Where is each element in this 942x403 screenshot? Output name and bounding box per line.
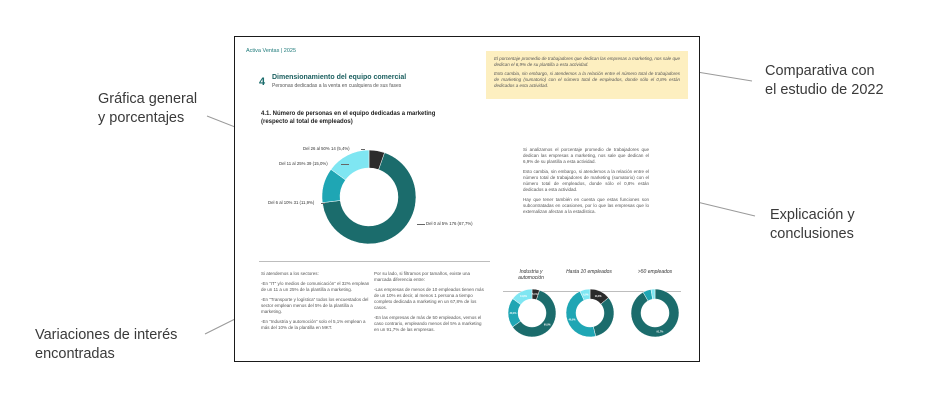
leader-comparativa	[691, 71, 752, 81]
comparison-note-p1: El porcentaje promedio de trabajadores que dedican las empresas a marketing, nos sale que dedican el 6,9% de su plantilla a esta actividad.	[494, 56, 680, 67]
sizes-text	[374, 271, 484, 337]
main-label-26-50-val: 14 (5,4%)	[330, 146, 350, 151]
callout-grafica-line2: y porcentajes	[98, 110, 185, 126]
mini-hasta10-slice-label-3: 14,0%	[594, 294, 602, 298]
mini-hasta10-slice-label-1: 46,9%	[568, 318, 576, 322]
subsection-title-line2: (respecto al total de empleados)	[261, 118, 353, 125]
main-label-11-25	[279, 161, 328, 166]
main-label-6-10-cat: Del 6 al 10%	[268, 200, 293, 205]
main-label-11-25-cat: Del 11 al 25%	[279, 161, 306, 166]
main-label-0-5-cat: Del 0 al 5%	[426, 221, 448, 226]
callout-explicacion-line2: conclusiones	[770, 226, 854, 242]
mini-donut-hasta10	[565, 288, 615, 338]
callout-variaciones-line1: Variaciones de interés	[35, 327, 178, 343]
mini-title-industria	[511, 269, 551, 281]
mini-title-mas50	[627, 269, 683, 275]
mini-donut-industria	[507, 288, 557, 338]
mini-hasta10-slice-label-2: 6,9%	[583, 293, 589, 297]
mini-industria-slice-label-0: 60,0%	[543, 323, 551, 327]
explanation-p2: Esto cambia, sin embargo, si atendemos a la relación entre el número total de trabajadores de marketing (sumatorio) con el número total de empleados, donde sólo el 0,8% están dedicados a esta actividad.	[523, 169, 649, 192]
main-label-26-50	[303, 146, 350, 151]
main-label-11-25-val: 39 (15,0%)	[306, 161, 328, 166]
main-donut-chart	[321, 149, 417, 245]
comparison-note-p2: Esto cambia, sin embargo, si atendemos a la relación entre el número total de trabajadores de marketing (sumatorio) con el número total de empleados, donde sólo el 0,8% están dedicados a esta actividad.	[494, 71, 680, 88]
main-label-6-10-val: 31 (11,9%)	[293, 200, 315, 205]
mini-hasta10-slice-0	[593, 298, 614, 337]
label-leader	[341, 164, 349, 165]
mini-donut-mas50	[630, 288, 680, 338]
mini-industria-slice-label-3: 5,1%	[532, 293, 538, 297]
callout-grafica-line1: Gráfica general	[98, 91, 198, 107]
section-divider	[259, 261, 490, 262]
mini-title-mas50-l1: >50 empleados	[637, 269, 673, 275]
section-number: 4	[259, 76, 266, 88]
sizes-intro: Por su lado, si filtramos por tamaños, existe una marcada diferencia entre:	[374, 271, 471, 282]
main-label-6-10	[268, 200, 314, 205]
mini-industria-slice-label-1: 20,1%	[509, 311, 517, 315]
sectors-text	[261, 271, 371, 335]
mini-industria-slice-label-2: 14,8%	[520, 295, 527, 299]
callout-comparativa-line1: Comparativa con	[765, 63, 875, 79]
main-label-0-5	[426, 221, 473, 226]
subsection-title-line1: 4.1. Número de personas en el equipo dedicadas a marketing	[261, 111, 436, 117]
callout-variaciones-line2: encontradas	[35, 346, 115, 362]
mini-title-industria-l1: Industria y	[519, 269, 543, 275]
subsection-title	[261, 111, 481, 126]
main-label-0-5-val: 176 (67,7%)	[449, 221, 473, 226]
sectors-industria: -En “Industria y automoción” solo el 5,1% emplean a más del 10% de la plantilla en MKT.	[261, 319, 366, 330]
mini-title-hasta10	[561, 269, 617, 275]
sectors-transporte: -En “Transporte y logística” todos los encuestados del sector emplean menos del 5% de la plantilla a marketing.	[261, 297, 369, 314]
mini-title-industria-l2: automoción	[518, 275, 544, 281]
label-leader	[361, 149, 365, 150]
explanation-text	[523, 147, 649, 219]
mini-title-hasta10-l1: Hasta 10 empleados	[566, 269, 612, 275]
mini-mas50-slice-label-0: 91,7%	[656, 330, 664, 334]
comparison-note	[486, 51, 688, 99]
sectors-it: -En “IT” y/o medios de comunicación” el 32% emplean de un 11 a un 25% de la plantilla a marketing.	[261, 281, 370, 292]
label-leader	[321, 203, 325, 204]
explanation-p1: Si analizamos el porcentaje promedio de trabajadores que dedican las empresas a marketing, nos sale que dedican el 6,9% de su plantilla a esta actividad.	[523, 147, 649, 164]
sizes-large: -En las empresas de más de 50 empleados, vemos el caso contrario, empleando menos del 5% a marketing en un 91,7% de las empresas.	[374, 315, 482, 332]
callout-explicacion-line1: Explicación y	[770, 207, 855, 223]
explanation-p3: Hay que tener también en cuenta que estas funciones son subcontratadas en ocasiones, por lo que las empresas que lo externalizan afectan a la estadística.	[523, 197, 649, 214]
sizes-small: -Las empresas de menos de 10 empleados tienen más de un 10% es decir, al menos 1 persona a tiempo completo dedicada a marketing en un 67,8% de los casos.	[374, 287, 484, 310]
main-label-26-50-cat: Del 26 al 50%	[303, 146, 330, 151]
running-head: Activa Ventas | 2025	[246, 48, 297, 54]
section-subtitle: Personas dedicadas a la venta en cualquiera de sus fases	[272, 83, 402, 89]
section-title: Dimensionamiento del equipo comercial	[272, 74, 407, 81]
sectors-intro: Si atendemos a los sectores:	[261, 271, 319, 276]
callout-comparativa-line2: el estudio de 2022	[765, 82, 884, 98]
label-leader	[417, 224, 425, 225]
report-page	[234, 36, 700, 362]
